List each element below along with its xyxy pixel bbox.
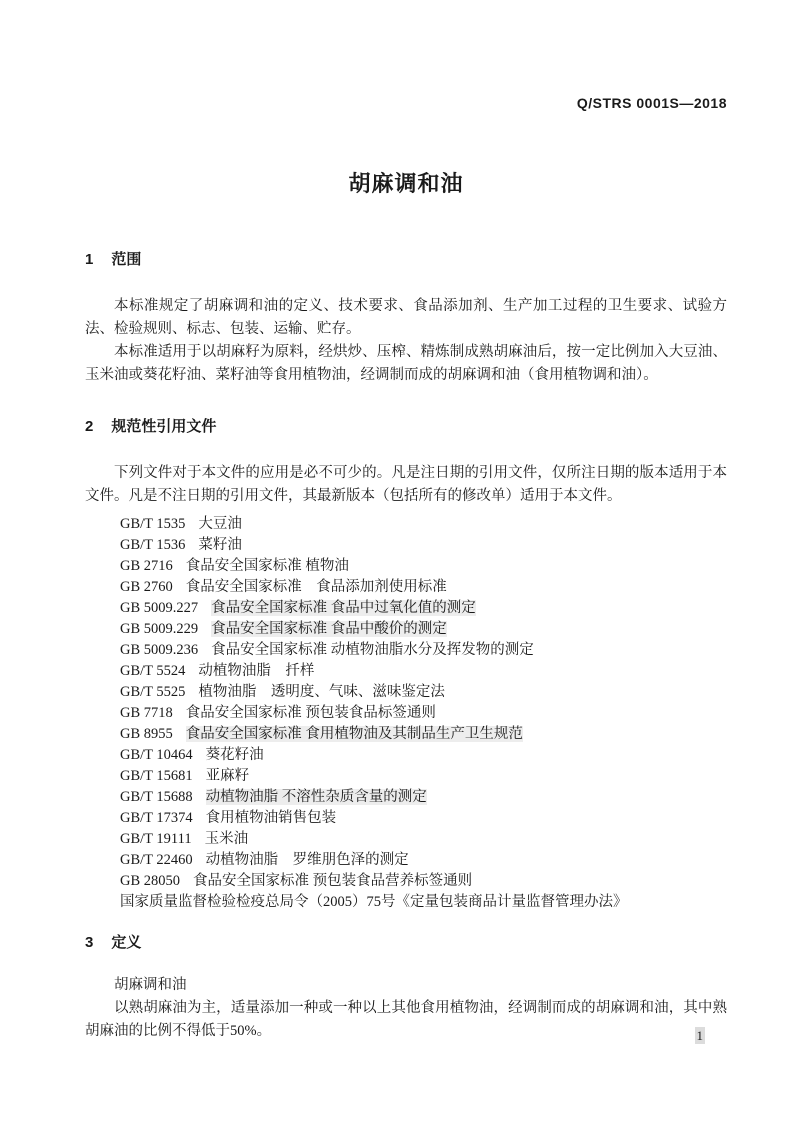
reference-title: 菜籽油 xyxy=(198,537,242,553)
reference-title: 食品安全国家标准 食用植物油及其制品生产卫生规范 xyxy=(185,726,523,742)
definition-paragraph: 以熟胡麻油为主，适量添加一种或一种以上其他食用植物油，经调制而成的胡麻调和油，其中熟胡麻油的比例不得低于50%。 xyxy=(85,1000,727,1039)
reference-code: GB/T 10464 xyxy=(120,747,193,763)
reference-title: 玉米油 xyxy=(204,831,249,847)
reference-item xyxy=(120,535,727,556)
reference-title: 动植物油脂 扦样 xyxy=(198,663,315,679)
reference-code: GB/T 1535 xyxy=(120,516,186,532)
reference-item xyxy=(120,745,727,766)
reference-code: GB/T 22460 xyxy=(120,852,193,868)
reference-item xyxy=(120,577,727,598)
reference-item xyxy=(120,556,727,577)
section-3-heading xyxy=(85,931,727,952)
document-title: 胡麻调和油 xyxy=(348,171,464,196)
section-2-title: 规范性引用文件 xyxy=(111,418,217,435)
reference-code: GB/T 5525 xyxy=(120,684,186,700)
reference-item xyxy=(120,640,727,661)
definition-term: 胡麻调和油 xyxy=(114,977,187,993)
scope-paragraph-1: 本标准规定了胡麻调和油的定义、技术要求、食品添加剂、生产加工过程的卫生要求、试验方法、检验规则、标志、包装、运输、贮存。 xyxy=(85,298,727,337)
reference-title: 动植物油脂 不溶性杂质含量的测定 xyxy=(205,789,427,805)
page-number: 1 xyxy=(696,1028,703,1043)
reference-item xyxy=(120,808,727,829)
reference-title: 食用植物油销售包装 xyxy=(205,810,337,826)
reference-title: 食品安全国家标准 动植物油脂水分及挥发物的测定 xyxy=(211,642,534,658)
reference-title: 食品安全国家标准 食品添加剂使用标准 xyxy=(185,579,447,595)
reference-title: 食品安全国家标准 植物油 xyxy=(185,558,349,574)
reference-title: 植物油脂 透明度、气味、滋味鉴定法 xyxy=(198,684,445,700)
reference-item xyxy=(120,724,727,745)
reference-code: GB/T 17374 xyxy=(120,810,193,826)
reference-item xyxy=(120,829,727,850)
reference-item xyxy=(120,682,727,703)
reference-item xyxy=(120,871,727,892)
section-1-heading xyxy=(85,248,727,269)
reference-code: GB/T 15688 xyxy=(120,789,193,805)
reference-title: 大豆油 xyxy=(198,516,242,532)
reference-code: GB 2760 xyxy=(120,579,173,595)
scope-paragraph-2: 本标准适用于以胡麻籽为原料，经烘炒、压榨、精炼制成熟胡麻油后，按一定比例加入大豆油、玉米油或葵花籽油、菜籽油等食用植物油，经调制而成的胡麻调和油（食用植物调和油）。 xyxy=(85,344,727,383)
reference-code: GB 5009.236 xyxy=(120,642,199,658)
reference-item xyxy=(120,892,727,913)
section-1-title: 范围 xyxy=(111,251,142,268)
reference-code: GB/T 5524 xyxy=(120,663,186,679)
standard-number: Q/STRS 0001S—2018 xyxy=(576,95,727,111)
references-intro-paragraph: 下列文件对于本文件的应用是必不可少的。凡是注日期的引用文件，仅所注日期的版本适用于本文件。凡是不注日期的引用文件，其最新版本（包括所有的修改单）适用于本文件。 xyxy=(85,465,727,504)
reference-code: GB 5009.229 xyxy=(120,621,199,637)
reference-item xyxy=(120,619,727,640)
reference-code: GB 5009.227 xyxy=(120,600,199,616)
section-2-number: 2 xyxy=(85,418,94,435)
reference-title: 食品安全国家标准 食品中酸价的测定 xyxy=(211,621,447,637)
reference-code: GB 28050 xyxy=(120,873,181,889)
section-3-title: 定义 xyxy=(111,934,142,951)
reference-list xyxy=(85,514,727,913)
reference-item xyxy=(120,787,727,808)
reference-title: 动植物油脂 罗维朋色泽的测定 xyxy=(205,852,409,868)
reference-code: GB/T 15681 xyxy=(120,768,193,784)
reference-item xyxy=(120,703,727,724)
reference-title: 亚麻籽 xyxy=(205,768,250,784)
reference-title: 国家质量监督检验检疫总局令（2005）75号《定量包装商品计量监督管理办法》 xyxy=(120,894,628,910)
reference-code: GB 8955 xyxy=(120,726,173,742)
reference-item xyxy=(120,514,727,535)
reference-item xyxy=(120,598,727,619)
reference-code: GB/T 19111 xyxy=(120,831,192,847)
section-3-number: 3 xyxy=(85,934,94,951)
reference-title: 葵花籽油 xyxy=(205,747,264,763)
reference-code: GB 2716 xyxy=(120,558,173,574)
reference-item xyxy=(120,850,727,871)
reference-code: GB 7718 xyxy=(120,705,173,721)
reference-title: 食品安全国家标准 预包装食品营养标签通则 xyxy=(193,873,473,889)
reference-item xyxy=(120,766,727,787)
section-2-heading xyxy=(85,415,727,436)
reference-code: GB/T 1536 xyxy=(120,537,186,553)
reference-item xyxy=(120,661,727,682)
reference-title: 食品安全国家标准 食品中过氧化值的测定 xyxy=(211,600,476,616)
reference-title: 食品安全国家标准 预包装食品标签通则 xyxy=(185,705,436,721)
section-1-number: 1 xyxy=(85,251,94,268)
